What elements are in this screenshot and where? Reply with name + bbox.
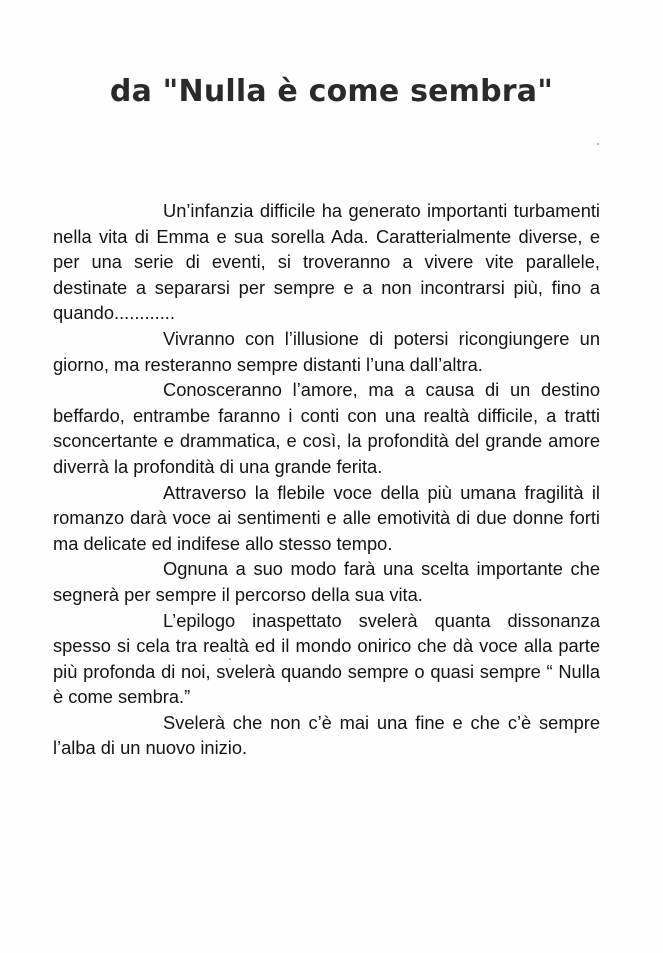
- paragraph-5: Ognuna a suo modo farà una scelta importante che segnerà per sempre il percorso della sua vita.: [53, 558, 600, 605]
- scan-speck: [229, 658, 231, 660]
- paragraph-6: L’epilogo inaspettato svelerà quanta dissonanza spesso si cela tra realtà ed il mondo onirico che dà voce alla parte più profonda di noi, svelerà quando sempre o quasi sempre “ Nulla è come sembra.”: [53, 609, 600, 708]
- page-title: da "Nulla è come sembra": [109, 74, 554, 109]
- paragraph-3: Conosceranno l’amore, ma a causa di un destino beffardo, entrambe faranno i conti con una realtà difficile, a tratti sconcertante e drammatica, e così, la profondità del grande amore diverrà la profondità di una grande ferita.: [53, 379, 600, 477]
- scan-speck: [597, 143, 599, 145]
- paragraph-1: Un’infanzia difficile ha generato importanti turbamenti nella vita di Emma e sua sorella Ada. Caratterialmente diverse, e per una serie di eventi, si troveranno a vivere vite parallele, destinate a separarsi per sempre e a non incontrarsi più, fino a quando............: [53, 200, 600, 324]
- paragraph-7: Svelerà che non c’è mai una fine e che c’è sempre l’alba di un nuovo inizio.: [53, 711, 600, 759]
- paragraph-4: Attraverso la flebile voce della più umana fragilità il romanzo darà voce ai sentimenti e alle emotività di due donne forti ma delicate ed indifese allo stesso tempo.: [53, 481, 600, 554]
- paragraph-2: Vivranno con l’illusione di potersi ricongiungere un giorno, ma resteranno sempre distanti l’una dall’altra.: [53, 327, 600, 375]
- body-text: [53, 198, 600, 761]
